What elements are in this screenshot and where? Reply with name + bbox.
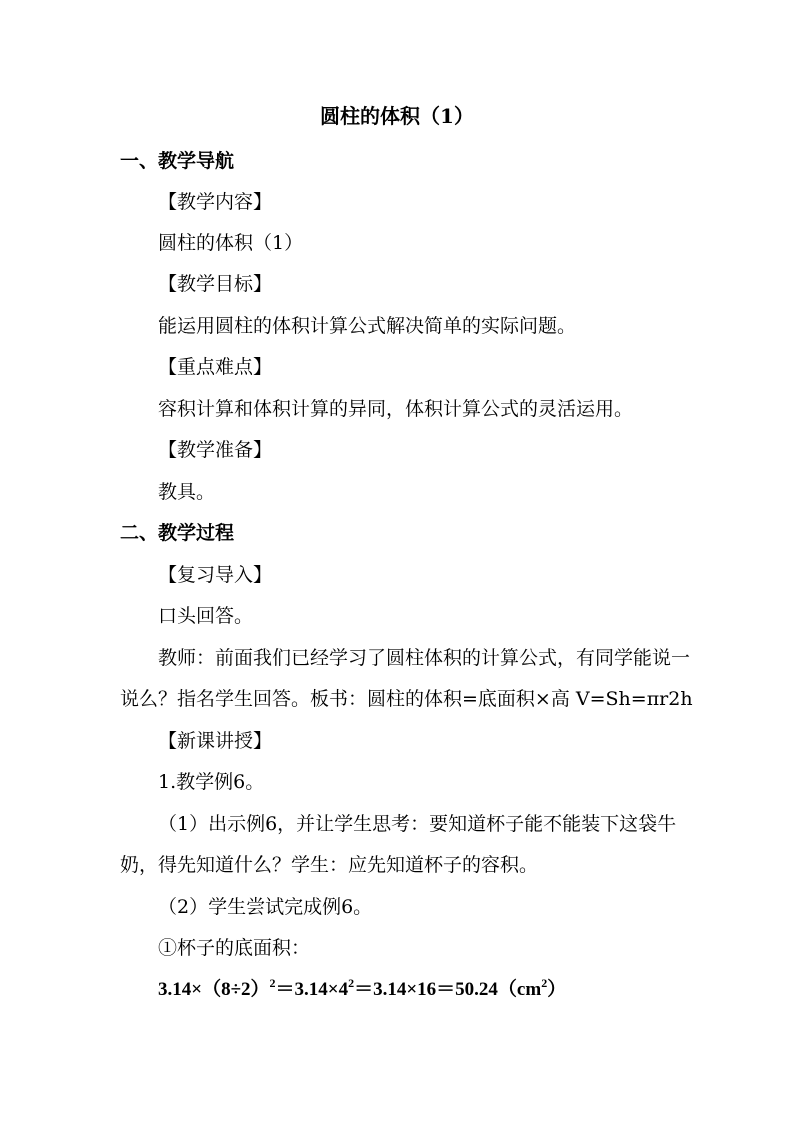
calculation-line — [158, 975, 567, 1002]
review-text: 口头回答。 — [158, 605, 254, 627]
calc-exponent1: 2 — [269, 975, 276, 990]
content-text: 圆柱的体积（1） — [158, 232, 304, 254]
calc-part1: 3.14×（8÷2） — [158, 979, 270, 1000]
step2-text: （2）学生尝试完成例6。 — [158, 896, 373, 918]
calc-exponent2: 2 — [348, 975, 355, 990]
calc-exponent3: 2 — [541, 975, 548, 990]
step1-line2: 奶，得先知道什么？学生：应先知道杯子的容积。 — [120, 854, 539, 876]
section-heading-process: 二、教学过程 — [120, 522, 235, 544]
prep-label: 【教学准备】 — [158, 439, 273, 461]
teacher-text-line2: 说么？指名学生回答。板书：圆柱的体积=底面积×高 V=Sh=πr2h — [120, 688, 693, 710]
calc-part3: ＝3.14×16＝50.24（cm — [354, 979, 542, 1000]
calc-part4: ） — [547, 979, 567, 1000]
key-text: 容积计算和体积计算的异同，体积计算公式的灵活运用。 — [158, 398, 634, 420]
new-lesson-label: 【新课讲授】 — [158, 730, 273, 752]
prep-text: 教具。 — [158, 481, 216, 503]
content-label: 【教学内容】 — [158, 191, 273, 213]
key-label: 【重点难点】 — [158, 356, 273, 378]
calc-part2: ＝3.14×4 — [275, 979, 349, 1000]
step1-line1: （1）出示例6，并让学生思考：要知道杯子能不能装下这袋牛 — [158, 813, 677, 835]
goal-label: 【教学目标】 — [158, 273, 273, 295]
section-heading-nav: 一、教学导航 — [120, 150, 235, 172]
example-title: 1.教学例6。 — [158, 771, 265, 793]
goal-text: 能运用圆柱的体积计算公式解决简单的实际问题。 — [158, 315, 577, 337]
review-label: 【复习导入】 — [158, 564, 273, 586]
base-area-label: ①杯子的底面积： — [158, 937, 311, 959]
page-title: 圆柱的体积（1） — [320, 104, 474, 128]
teacher-text-line1: 教师：前面我们已经学习了圆柱体积的计算公式，有同学能说一 — [158, 647, 691, 669]
